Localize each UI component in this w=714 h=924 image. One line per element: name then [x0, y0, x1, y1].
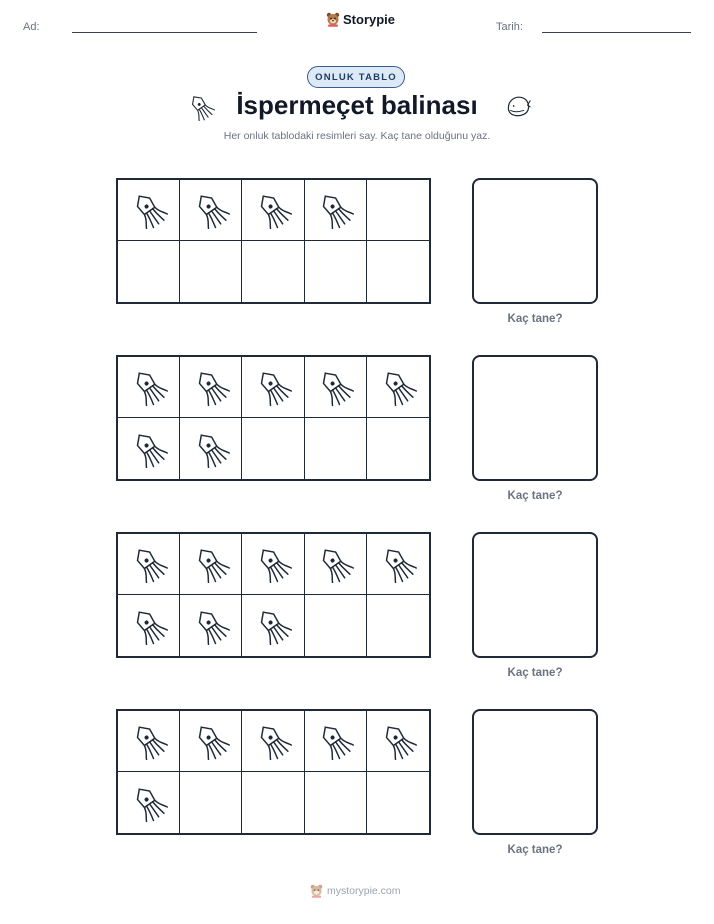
squid-icon: [316, 722, 354, 760]
worksheet-type-badge: ONLUK TABLO: [307, 66, 405, 88]
page-title: İspermeçet balinası: [236, 90, 478, 120]
ten-frame-cell: [305, 595, 367, 656]
ten-frame-cell: [305, 534, 367, 595]
name-label: Ad:: [23, 21, 40, 33]
ten-frame-cell: [118, 241, 180, 302]
ten-frame-cell: [118, 534, 180, 595]
ten-frame-cell: [242, 711, 304, 772]
ten-frame-cell: [367, 772, 429, 833]
ten-frame-cell: [180, 241, 242, 302]
answer-label-3: Kaç tane?: [507, 667, 563, 679]
ten-frame-cell: [242, 772, 304, 833]
ten-frame-cell: [242, 357, 304, 418]
ten-frame-cell: [118, 357, 180, 418]
squid-icon: [192, 430, 230, 468]
ten-frame-cell: [305, 357, 367, 418]
ten-frame-cell: [367, 534, 429, 595]
answer-label-2: Kaç tane?: [507, 490, 563, 502]
footer: [310, 884, 401, 898]
squid-icon: [254, 607, 292, 645]
ten-frame-cell: [242, 418, 304, 479]
ten-frame-cell: [305, 180, 367, 241]
ten-frame-cell: [367, 357, 429, 418]
squid-icon: [254, 368, 292, 406]
squid-icon: [130, 368, 168, 406]
squid-icon: [192, 545, 230, 583]
ten-frame-cell: [180, 595, 242, 656]
squid-icon: [130, 722, 168, 760]
ten-frame-cell: [305, 241, 367, 302]
squid-icon: [316, 368, 354, 406]
ten-frame-cell: [242, 241, 304, 302]
squid-icon: [130, 784, 168, 822]
ten-frame-1: [116, 178, 431, 304]
ten-frame-3: [116, 532, 431, 658]
squid-icon: [130, 545, 168, 583]
squid-icon: [316, 545, 354, 583]
ten-frame-cell: [305, 418, 367, 479]
ten-frame-4: [116, 709, 431, 835]
squid-icon: [192, 368, 230, 406]
ten-frame-cell: [242, 180, 304, 241]
ten-frame-cell: [180, 711, 242, 772]
squid-icon: [379, 545, 417, 583]
name-line[interactable]: [72, 32, 257, 33]
ten-frame-cell: [180, 418, 242, 479]
brand-name: Storypie: [343, 12, 396, 27]
ten-frame-2: [116, 355, 431, 481]
date-label: Tarih:: [496, 21, 523, 33]
ten-frame-cell: [180, 534, 242, 595]
ten-frame-cell: [242, 595, 304, 656]
squid-icon: [130, 607, 168, 645]
answer-box-2[interactable]: [472, 355, 598, 481]
ten-frame-cell: [367, 595, 429, 656]
answer-box-4[interactable]: [472, 709, 598, 835]
squid-icon: [254, 191, 292, 229]
squid-icon: [379, 368, 417, 406]
sperm-whale-icon: [505, 93, 531, 119]
bear-icon: [310, 884, 323, 898]
ten-frame-cell: [305, 772, 367, 833]
brand-logo: [326, 12, 395, 27]
ten-frame-cell: [118, 418, 180, 479]
ten-frame-cell: [118, 595, 180, 656]
footer-url: mystorypie.com: [327, 885, 401, 897]
answer-box-3[interactable]: [472, 532, 598, 658]
answer-label-1: Kaç tane?: [507, 313, 563, 325]
ten-frame-cell: [367, 241, 429, 302]
ten-frame-cell: [118, 180, 180, 241]
instructions: Her onluk tablodaki resimleri say. Kaç tane olduğunu yaz.: [223, 130, 491, 142]
squid-icon: [130, 191, 168, 229]
answer-label-4: Kaç tane?: [507, 844, 563, 856]
ten-frame-cell: [180, 180, 242, 241]
ten-frame-cell: [180, 772, 242, 833]
ten-frame-cell: [367, 711, 429, 772]
squid-icon: [130, 430, 168, 468]
ten-frame-cell: [118, 711, 180, 772]
squid-icon: [192, 191, 230, 229]
squid-icon: [316, 191, 354, 229]
squid-icon: [254, 722, 292, 760]
squid-icon: [254, 545, 292, 583]
squid-icon: [192, 722, 230, 760]
ten-frame-cell: [118, 772, 180, 833]
ten-frame-cell: [242, 534, 304, 595]
ten-frame-cell: [305, 711, 367, 772]
ten-frame-cell: [367, 418, 429, 479]
squid-icon: [192, 607, 230, 645]
squid-icon: [379, 722, 417, 760]
bear-icon: [326, 12, 340, 27]
ten-frame-cell: [367, 180, 429, 241]
date-line[interactable]: [542, 32, 691, 33]
answer-box-1[interactable]: [472, 178, 598, 304]
ten-frame-cell: [180, 357, 242, 418]
